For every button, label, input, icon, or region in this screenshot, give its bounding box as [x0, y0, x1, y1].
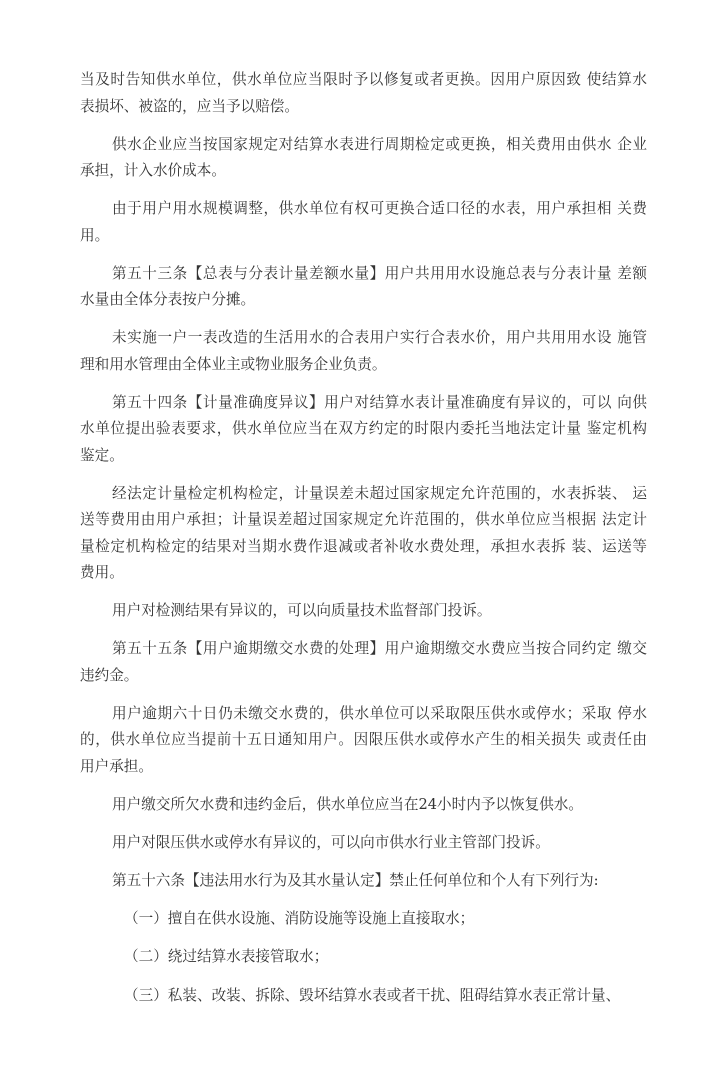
- text-line: 用户对检测结果有异议的，可以向质量技术监督部门投诉。: [112, 602, 492, 619]
- paragraph: [80, 196, 647, 249]
- paragraph: [80, 598, 647, 625]
- paragraph: [80, 261, 647, 314]
- text-line: 承担，计入水价成本。: [80, 162, 226, 179]
- text-line: 用户对限压供水或停水有异议的，可以向市供水行业主管部门投诉。: [112, 833, 550, 851]
- text-line: 违约金。: [80, 666, 139, 684]
- text-line: （二）绕过结算水表接管取水；: [124, 948, 329, 965]
- list-item: [80, 944, 647, 971]
- paragraph: [80, 792, 647, 819]
- text-line: 理和用水管理由全体业主或物业服务企业负责。: [80, 355, 387, 373]
- text-line: 用户逾期六十日仍未缴交水费的，供水单位可以采取限压供水或停水；采取 停水: [112, 704, 647, 722]
- text-line: 表损坏、被盗的，应当予以赔偿。: [80, 97, 299, 115]
- paragraph: [80, 67, 647, 120]
- text-line: 送等费用由用户承担；计量误差超过国家规定允许范围的，供水单位应当根据 法定计: [80, 511, 647, 528]
- text-line: 水单位提出验表要求，供水单位应当在双方约定的时限内委托当地法定计量 鉴定机构: [80, 420, 647, 437]
- text-line: 由于用户用水规模调整，供水单位有权可更换合适口径的水表，用户承担相 关费: [112, 200, 647, 217]
- paragraph: [80, 390, 647, 470]
- paragraph: [80, 325, 647, 378]
- paragraph: [80, 830, 647, 857]
- text-line: 经法定计量检定机构检定，计量误差未超过国家规定允许范围的，水表拆装、 运: [112, 484, 647, 502]
- text-line: 供水企业应当按国家规定对结算水表进行周期检定或更换，相关费用由供水 企业: [112, 135, 647, 153]
- list-item: [80, 906, 647, 933]
- text-line: 第五十五条【用户逾期缴交水费的处理】用户逾期缴交水费应当按合同约定 缴交: [112, 640, 647, 657]
- text-line: 费用。: [80, 564, 124, 581]
- text-line: 用户缴交所欠水费和违约金后，供水单位应当在24小时内予以恢复供水。: [112, 795, 583, 813]
- text-line: （一）擅自在供水设施、消防设施等设施上直接取水；: [124, 909, 475, 927]
- text-line: 用。: [80, 226, 110, 244]
- text-line: 第五十六条【违法用水行为及其水量认定】禁止任何单位和个人有下列行为:: [112, 871, 599, 889]
- text-line: 未实施一户一表改造的生活用水的合表用户实行合表水价，用户共用用水设 施管: [112, 329, 647, 346]
- text-line: 当及时告知供水单位，供水单位应当限时予以修复或者更换。因用户原因致 使结算水: [80, 71, 647, 88]
- paragraph: [80, 132, 647, 185]
- text-line: 量检定机构检定的结果对当期水费作退减或者补收水费处理，承担水表拆 装、运送等: [80, 537, 647, 555]
- paragraph: [80, 701, 647, 781]
- paragraph: [80, 636, 647, 689]
- paragraph: [80, 481, 647, 587]
- list-item: [80, 983, 647, 1010]
- paragraph: [80, 868, 647, 895]
- text-line: 鉴定。: [80, 446, 124, 464]
- text-line: 水量由全体分表按户分摊。: [80, 291, 256, 308]
- text-line: 的，供水单位应当提前十五日通知用户。因限压供水或停水产生的相关损失 或责任由: [80, 731, 647, 748]
- text-line: （三）私装、改装、拆除、毁坏结算水表或者干扰、阻碍结算水表正常计量、: [124, 986, 621, 1004]
- text-line: 用户承担。: [80, 757, 153, 775]
- text-line: 第五十三条【总表与分表计量差额水量】用户共用用水设施总表与分表计量 差额: [112, 264, 647, 282]
- text-line: 第五十四条【计量准确度异议】用户对结算水表计量准确度有异议的，可以 向供: [112, 393, 647, 411]
- document-page: [80, 67, 647, 1021]
